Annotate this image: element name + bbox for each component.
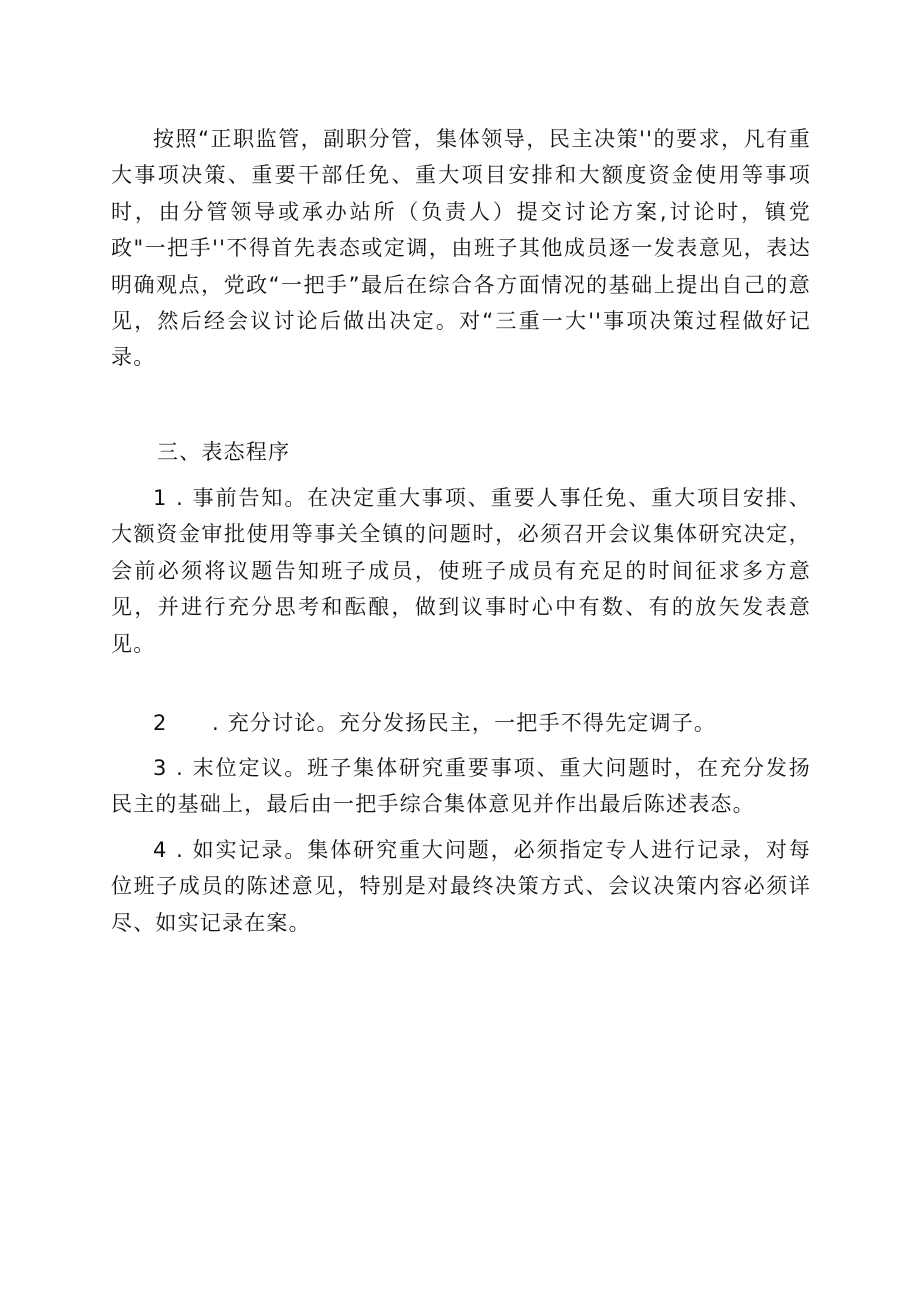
procedure-item-4: 4 . 如实记录。集体研究重大问题，必须指定专人进行记录，对每位班子成员的陈述意见，特别是对最终决策方式、会议决策内容必须详尽、如实记录在案。: [111, 838, 811, 935]
procedure-item-1: 1 . 事前告知。在决定重大事项、重要人事任免、重大项目安排、大额资金审批使用等事关全镇的问题时，必须召开会议集体研究决定，会前必须将议题告知班子成员，使班子成员有充足的时间征求多方意见，并进行充分思考和酝酿，做到议事时心中有数、有的放矢发表意见。: [111, 486, 811, 656]
section-heading: 三、表态程序: [157, 440, 291, 464]
procedure-item-3: 3 . 末位定议。班子集体研究重要事项、重大问题时，在充分发扬民主的基础上，最后由一把手综合集体意见并作出最后陈述表态。: [111, 756, 811, 817]
intro-paragraph: 按照“正职监管，副职分管，集体领导，民主决策''的要求，凡有重大事项决策、重要干部任免、重大项目安排和大额度资金使用等事项时，由分管领导或承办站所（负责人）提交讨论方案,讨论时，镇党政"一把手''不得首先表态或定调，由班子其他成员逐一发表意见，表达明确观点，党政“一把手”最后在综合各方面情况的基础上提出自己的意见，然后经会议讨论后做出决定。对“三重一大''事项决策过程做好记录。: [111, 127, 811, 370]
procedure-item-2: 2 . 充分讨论。充分发扬民主，一把手不得先定调子。: [153, 711, 717, 735]
